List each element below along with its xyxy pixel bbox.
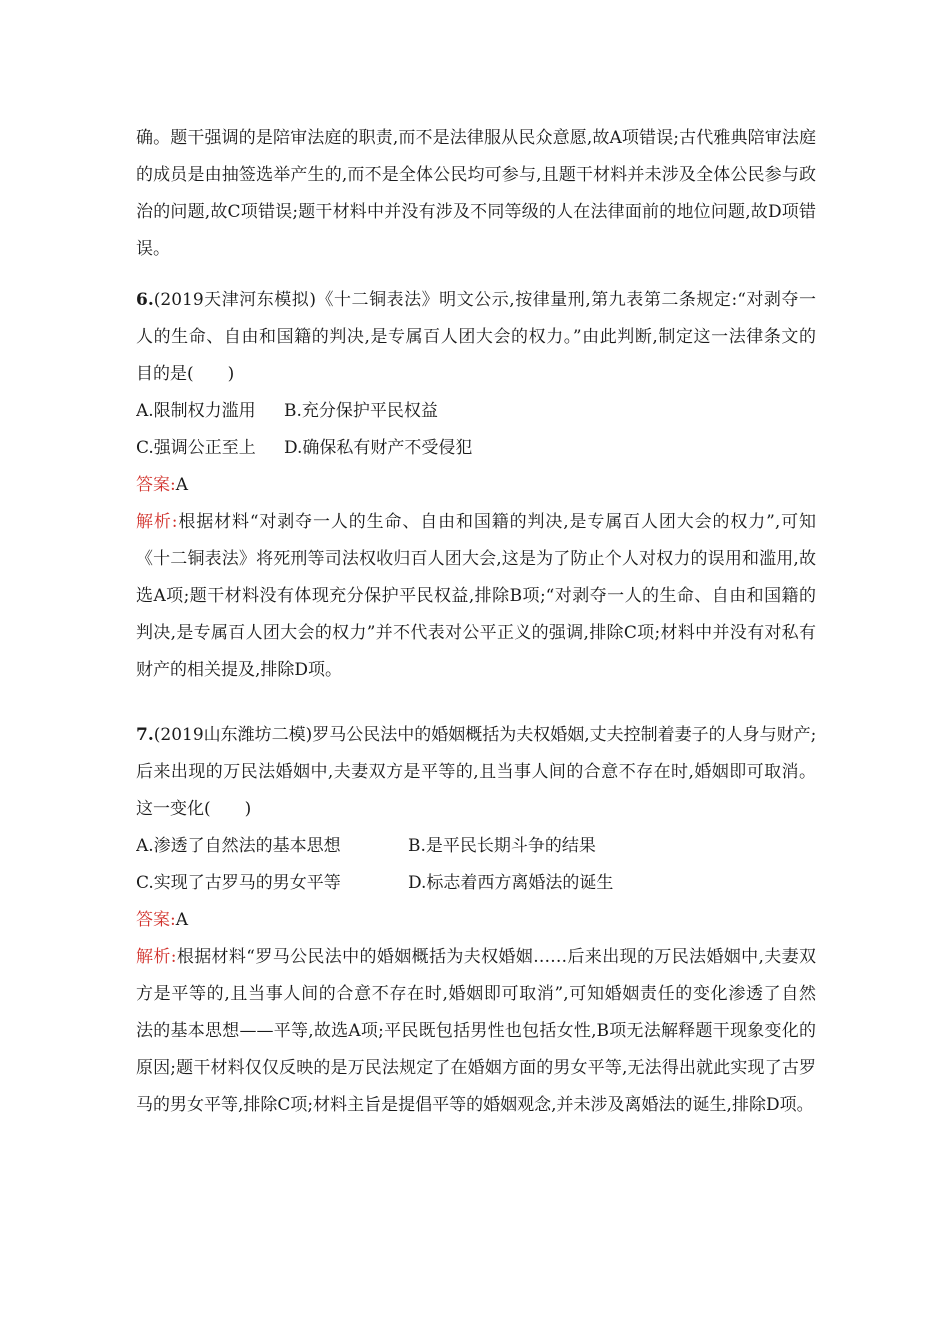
analysis-text: 根据材料“罗马公民法中的婚姻概括为夫权婚姻……后来出现的万民法婚姻中,夫妻双 — [176, 947, 816, 967]
question-number: 6. — [136, 290, 154, 310]
question-6-options-row-1 — [136, 393, 816, 430]
analysis-label: 解析: — [136, 512, 178, 532]
prev-explanation-line: 误。 — [136, 239, 170, 259]
question-7-analysis-line-1 — [136, 939, 816, 976]
analysis-text: 根据材料“对剥夺一人的生命、自由和国籍的判决,是专属百人团大会的权力”,可知 — [177, 512, 816, 532]
question-6-analysis-line: 《十二铜表法》将死刑等司法权收归百人团大会,这是为了防止个人对权力的误用和滥用,故 — [136, 549, 816, 569]
answer-label: 答案: — [136, 910, 176, 930]
question-7-answer — [136, 902, 816, 939]
option-c: C.实现了古罗马的男女平等 — [136, 873, 341, 893]
question-6-analysis-line: 选A项;题干材料没有体现充分保护平民权益,排除B项;“对剥夺一人的生命、自由和国籍的 — [136, 586, 816, 606]
question-7-analysis-line: 原因;题干材料仅仅反映的是万民法规定了在婚姻方面的男女平等,无法得出就此实现了古罗 — [136, 1058, 816, 1078]
question-7-options-row-2 — [136, 865, 816, 902]
question-6-analysis-line-1 — [136, 504, 816, 541]
question-7-stem-line-3: 这一变化( ) — [136, 799, 252, 819]
option-c: C.强调公正至上 — [136, 438, 256, 458]
question-6-answer — [136, 467, 816, 504]
question-stem-text: (2019山东潍坊二模)罗马公民法中的婚姻概括为夫权婚姻,丈夫控制着妻子的人身与财产; — [153, 725, 816, 745]
question-6-stem-line-3: 目的是( ) — [136, 364, 235, 384]
question-7-analysis-line: 方是平等的,且当事人间的合意不存在时,婚姻即可取消”,可知婚姻责任的变化渗透了自然 — [136, 984, 816, 1004]
question-6-stem-line-2: 人的生命、自由和国籍的判决,是专属百人团大会的权力。”由此判断,制定这一法律条文的 — [136, 327, 816, 347]
question-7-options-row-1 — [136, 828, 816, 865]
prev-explanation — [136, 120, 816, 268]
option-d: D.标志着西方离婚法的诞生 — [408, 873, 614, 893]
question-6 — [136, 282, 816, 689]
question-6-analysis-line: 财产的相关提及,排除D项。 — [136, 660, 343, 680]
option-a: A.渗透了自然法的基本思想 — [136, 836, 341, 856]
question-7 — [136, 717, 816, 1124]
answer-value: A — [175, 475, 189, 495]
prev-explanation-line: 确。题干强调的是陪审法庭的职责,而不是法律服从民众意愿,故A项错误;古代雅典陪审法庭 — [136, 128, 816, 148]
option-d: D.确保私有财产不受侵犯 — [284, 438, 473, 458]
prev-explanation-line: 的成员是由抽签选举产生的,而不是全体公民均可参与,且题干材料并未涉及全体公民参与政 — [136, 165, 816, 185]
question-7-analysis-line: 法的基本思想——平等,故选A项;平民既包括男性也包括女性,B项无法解释题干现象变化的 — [136, 1021, 816, 1041]
question-7-stem-line-1 — [136, 717, 816, 754]
option-b: B.充分保护平民权益 — [284, 401, 438, 421]
question-7-stem-line-2: 后来出现的万民法婚姻中,夫妻双方是平等的,且当事人间的合意不存在时,婚姻即可取消。 — [136, 762, 816, 782]
question-6-stem-line-1 — [136, 282, 816, 319]
analysis-label: 解析: — [136, 947, 177, 967]
option-b: B.是平民长期斗争的结果 — [408, 836, 596, 856]
prev-explanation-line: 治的问题,故C项错误;题干材料中并没有涉及不同等级的人在法律面前的地位问题,故D项错 — [136, 202, 816, 222]
question-6-analysis-line: 判决,是专属百人团大会的权力”并不代表对公平正义的强调,排除C项;材料中并没有对私有 — [136, 623, 816, 643]
question-6-options-row-2 — [136, 430, 816, 467]
answer-value: A — [175, 910, 189, 930]
question-number: 7. — [136, 725, 154, 745]
question-stem-text: (2019天津河东模拟)《十二铜表法》明文公示,按律量刑,第九表第二条规定:“对剥夺一 — [153, 290, 816, 310]
answer-label: 答案: — [136, 475, 176, 495]
question-7-analysis-line: 马的男女平等,排除C项;材料主旨是提倡平等的婚姻观念,并未涉及离婚法的诞生,排除D项。 — [136, 1095, 814, 1115]
option-a: A.限制权力滥用 — [136, 401, 256, 421]
